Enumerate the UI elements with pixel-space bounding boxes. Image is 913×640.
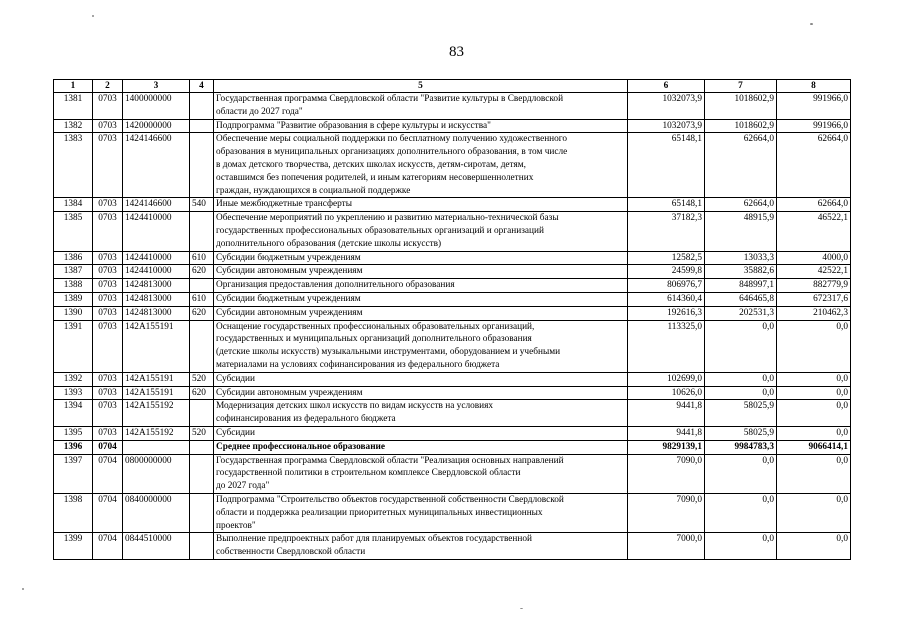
- amount-year-1-cell: 614360,4: [628, 292, 705, 306]
- amount-year-2-cell: 58025,9: [705, 400, 777, 427]
- table-row: [54, 93, 851, 120]
- amount-year-3-cell: 0,0: [777, 426, 851, 440]
- amount-year-3-cell: 9066414,1: [777, 440, 851, 454]
- item-name-cell: [214, 320, 628, 372]
- amount-year-3-cell: 46522,1: [777, 212, 851, 251]
- table-row: [54, 133, 851, 198]
- amount-year-1-cell: 192616,3: [628, 306, 705, 320]
- amount-year-2-cell: 848997,1: [705, 279, 777, 293]
- amount-year-1-cell: 7000,0: [628, 533, 705, 560]
- amount-year-2-cell: 9984783,3: [705, 440, 777, 454]
- amount-year-1-cell: 65148,1: [628, 198, 705, 212]
- amount-year-1-cell: 37182,3: [628, 212, 705, 251]
- amount-year-2-cell: 0,0: [705, 454, 777, 493]
- amount-year-1-cell: 65148,1: [628, 133, 705, 198]
- column-header-1: 1: [54, 80, 93, 93]
- expense-type-cell: [190, 440, 214, 454]
- amount-year-1-cell: 7090,0: [628, 493, 705, 532]
- column-header-5: 5: [214, 80, 628, 93]
- expense-type-cell: 620: [190, 386, 214, 400]
- column-header-2: 2: [93, 80, 123, 93]
- amount-year-2-cell: 646465,8: [705, 292, 777, 306]
- table-row: [54, 533, 851, 560]
- item-name-cell: [214, 440, 628, 454]
- amount-year-3-cell: 0,0: [777, 386, 851, 400]
- row-number-cell: 1382: [54, 119, 93, 133]
- table-row: [54, 372, 851, 386]
- row-number-cell: 1395: [54, 426, 93, 440]
- amount-year-3-cell: 882779,9: [777, 279, 851, 293]
- scan-speck: [520, 608, 523, 609]
- amount-year-3-cell: 991966,0: [777, 119, 851, 133]
- section-code-cell: 0704: [93, 454, 123, 493]
- amount-year-1-cell: 9441,8: [628, 400, 705, 427]
- item-name-line: Выполнение предпроектных работ для планируемых объектов государственной: [216, 534, 533, 545]
- section-code-cell: 0704: [93, 533, 123, 560]
- amount-year-3-cell: 4000,0: [777, 251, 851, 265]
- amount-year-1-cell: 1032073,9: [628, 119, 705, 133]
- item-name-line: Государственная программа Свердловской области "Развитие культуры в Свердловской: [216, 94, 564, 104]
- section-code-cell: 0703: [93, 251, 123, 265]
- section-code-cell: 0703: [93, 372, 123, 386]
- row-number-cell: 1387: [54, 265, 93, 279]
- column-header-4: 4: [190, 80, 214, 93]
- amount-year-3-cell: 62664,0: [777, 133, 851, 198]
- amount-year-1-cell: 24599,8: [628, 265, 705, 279]
- target-code-cell: 1424410000: [123, 212, 190, 251]
- row-number-cell: 1392: [54, 372, 93, 386]
- target-code-cell: 1424146600: [123, 198, 190, 212]
- item-name-line: до 2027 года": [216, 481, 270, 492]
- amount-year-3-cell: 672317,6: [777, 292, 851, 306]
- table-row: [54, 386, 851, 400]
- target-code-cell: 1424813000: [123, 306, 190, 320]
- item-name-line: Субсидии бюджетным учреждениям: [216, 293, 361, 304]
- section-code-cell: 0704: [93, 440, 123, 454]
- expense-type-cell: [190, 279, 214, 293]
- expense-type-cell: 620: [190, 306, 214, 320]
- expense-type-cell: 520: [190, 372, 214, 386]
- item-name-line: государственных и муниципальных организаций дополнительного образования: [216, 334, 532, 345]
- item-name-line: Обеспечение меры социальной поддержки по бесплатному получению художественного: [216, 134, 568, 145]
- row-number-cell: 1399: [54, 533, 93, 560]
- amount-year-1-cell: 1032073,9: [628, 93, 705, 120]
- expense-type-cell: [190, 133, 214, 198]
- amount-year-2-cell: 0,0: [705, 372, 777, 386]
- table-row: [54, 306, 851, 320]
- row-number-cell: 1398: [54, 493, 93, 532]
- item-name-cell: [214, 533, 628, 560]
- scan-speck: [22, 588, 24, 590]
- item-name-cell: [214, 426, 628, 440]
- item-name-line: в домах детского творчества, детских школах искусств, детям-сиротам, детям,: [216, 159, 526, 170]
- amount-year-2-cell: 35882,6: [705, 265, 777, 279]
- section-code-cell: 0703: [93, 306, 123, 320]
- amount-year-2-cell: 0,0: [705, 533, 777, 560]
- target-code-cell: 142A155191: [123, 372, 190, 386]
- amount-year-2-cell: 0,0: [705, 493, 777, 532]
- item-name-cell: [214, 251, 628, 265]
- item-name-line: Иные межбюджетные трансферты: [216, 199, 352, 210]
- target-code-cell: 1424813000: [123, 279, 190, 293]
- expense-type-cell: 520: [190, 426, 214, 440]
- item-name-line: дополнительного образования (детские школы искусств): [216, 238, 442, 249]
- amount-year-2-cell: 1018602,9: [705, 119, 777, 133]
- column-header-6: 6: [628, 80, 705, 93]
- row-number-cell: 1388: [54, 279, 93, 293]
- amount-year-2-cell: 0,0: [705, 320, 777, 372]
- expense-type-cell: [190, 493, 214, 532]
- item-name-cell: [214, 372, 628, 386]
- item-name-line: Подпрограмма "Строительство объектов государственной собственности Свердловской: [216, 494, 564, 505]
- section-code-cell: 0703: [93, 119, 123, 133]
- table-row: [54, 279, 851, 293]
- expense-type-cell: [190, 93, 214, 120]
- item-name-line: Субсидии: [216, 373, 256, 384]
- item-name-cell: [214, 279, 628, 293]
- expense-type-cell: [190, 454, 214, 493]
- section-code-cell: 0703: [93, 265, 123, 279]
- item-name-line: граждан, нуждающихся в социальной поддержке: [216, 185, 411, 196]
- amount-year-2-cell: 13033,3: [705, 251, 777, 265]
- table-row: [54, 212, 851, 251]
- row-number-cell: 1396: [54, 440, 93, 454]
- item-name-line: Подпрограмма "Развитие образования в сфере культуры и искусства": [216, 120, 491, 131]
- item-name-cell: [214, 93, 628, 120]
- row-number-cell: 1397: [54, 454, 93, 493]
- table-row: [54, 454, 851, 493]
- section-code-cell: 0703: [93, 93, 123, 120]
- row-number-cell: 1386: [54, 251, 93, 265]
- item-name-line: софинансирования из федерального бюджета: [216, 414, 396, 425]
- section-code-cell: 0703: [93, 212, 123, 251]
- amount-year-1-cell: 113325,0: [628, 320, 705, 372]
- target-code-cell: 0800000000: [123, 454, 190, 493]
- expense-type-cell: 620: [190, 265, 214, 279]
- expense-type-cell: 540: [190, 198, 214, 212]
- column-header-7: 7: [705, 80, 777, 93]
- amount-year-2-cell: 48915,9: [705, 212, 777, 251]
- item-name-cell: [214, 493, 628, 532]
- item-name-line: проектов": [216, 520, 256, 531]
- item-name-line: государственной политики в строительном комплексе Свердловской области: [216, 468, 521, 479]
- amount-year-1-cell: 806976,7: [628, 279, 705, 293]
- amount-year-3-cell: 0,0: [777, 493, 851, 532]
- expense-type-cell: 610: [190, 292, 214, 306]
- row-number-cell: 1381: [54, 93, 93, 120]
- item-name-line: Субсидии автономным учреждениям: [216, 266, 363, 277]
- section-code-cell: 0703: [93, 279, 123, 293]
- item-name-line: Организация предоставления дополнительного образования: [216, 280, 455, 291]
- amount-year-2-cell: 1018602,9: [705, 93, 777, 120]
- amount-year-3-cell: 62664,0: [777, 198, 851, 212]
- item-name-line: Субсидии автономным учреждениям: [216, 387, 363, 398]
- table-row: [54, 265, 851, 279]
- table-body: [54, 93, 851, 560]
- target-code-cell: 1420000000: [123, 119, 190, 133]
- table-row: [54, 198, 851, 212]
- target-code-cell: 142A155191: [123, 386, 190, 400]
- item-name-cell: [214, 265, 628, 279]
- item-name-line: Оснащение государственных профессиональных образовательных организаций,: [216, 321, 535, 332]
- table-row: [54, 493, 851, 532]
- scan-speck: [92, 15, 94, 17]
- page-number: 83: [449, 44, 464, 60]
- row-number-cell: 1390: [54, 306, 93, 320]
- table-row: [54, 400, 851, 427]
- amount-year-2-cell: 202531,3: [705, 306, 777, 320]
- expense-type-cell: [190, 533, 214, 560]
- amount-year-1-cell: 9441,8: [628, 426, 705, 440]
- row-number-cell: 1394: [54, 400, 93, 427]
- row-number-cell: 1384: [54, 198, 93, 212]
- target-code-cell: 1424146600: [123, 133, 190, 198]
- table-row: [54, 320, 851, 372]
- row-number-cell: 1385: [54, 212, 93, 251]
- section-code-cell: 0703: [93, 426, 123, 440]
- item-name-line: Субсидии бюджетным учреждениям: [216, 252, 361, 263]
- target-code-cell: 142A155192: [123, 426, 190, 440]
- amount-year-1-cell: 102699,0: [628, 372, 705, 386]
- row-number-cell: 1391: [54, 320, 93, 372]
- table-row: [54, 440, 851, 454]
- section-code-cell: 0703: [93, 292, 123, 306]
- amount-year-3-cell: 0,0: [777, 533, 851, 560]
- item-name-cell: [214, 292, 628, 306]
- column-header-3: 3: [123, 80, 190, 93]
- amount-year-1-cell: 12582,5: [628, 251, 705, 265]
- amount-year-2-cell: 58025,9: [705, 426, 777, 440]
- item-name-line: материалами на условиях софинансирования из федерального бюджета: [216, 359, 500, 370]
- amount-year-3-cell: 0,0: [777, 400, 851, 427]
- item-name-cell: [214, 386, 628, 400]
- item-name-cell: [214, 306, 628, 320]
- item-name-line: Модернизация детских школ искусств по видам искусств на условиях: [216, 401, 494, 412]
- target-code-cell: 1424410000: [123, 265, 190, 279]
- target-code-cell: 142A155192: [123, 400, 190, 427]
- section-code-cell: 0703: [93, 400, 123, 427]
- column-header-8: 8: [777, 80, 851, 93]
- expense-type-cell: 610: [190, 251, 214, 265]
- target-code-cell: 0844510000: [123, 533, 190, 560]
- item-name-line: Субсидии: [216, 427, 256, 438]
- target-code-cell: 1424813000: [123, 292, 190, 306]
- expense-type-cell: [190, 320, 214, 372]
- item-name-line: Среднее профессиональное образование: [216, 441, 386, 452]
- amount-year-1-cell: 7090,0: [628, 454, 705, 493]
- section-code-cell: 0703: [93, 320, 123, 372]
- amount-year-1-cell: 10626,0: [628, 386, 705, 400]
- item-name-cell: [214, 400, 628, 427]
- target-code-cell: 142A155191: [123, 320, 190, 372]
- item-name-cell: [214, 454, 628, 493]
- item-name-line: (детские школы искусств) музыкальными инструментами, оборудованием и учебными: [216, 347, 561, 358]
- item-name-line: области до 2027 года": [216, 106, 303, 117]
- table-row: [54, 119, 851, 133]
- amount-year-3-cell: 0,0: [777, 454, 851, 493]
- target-code-cell: 0840000000: [123, 493, 190, 532]
- row-number-cell: 1393: [54, 386, 93, 400]
- header-row: [54, 80, 851, 93]
- section-code-cell: 0703: [93, 386, 123, 400]
- item-name-line: образования в муниципальных организациях дополнительного образования, в том числе: [216, 147, 568, 158]
- amount-year-2-cell: 0,0: [705, 386, 777, 400]
- table-row: [54, 251, 851, 265]
- row-number-cell: 1389: [54, 292, 93, 306]
- item-name-cell: [214, 133, 628, 198]
- table-row: [54, 292, 851, 306]
- table-header: [54, 80, 851, 93]
- item-name-cell: [214, 119, 628, 133]
- item-name-cell: [214, 198, 628, 212]
- budget-table: [53, 79, 851, 560]
- section-code-cell: 0704: [93, 493, 123, 532]
- scan-speck: [810, 23, 813, 25]
- target-code-cell: [123, 440, 190, 454]
- target-code-cell: 1424410000: [123, 251, 190, 265]
- item-name-line: оставшимся без попечения родителей, и иным категориям несовершеннолетних: [216, 172, 534, 183]
- item-name-line: Обеспечение мероприятий по укреплению и развитию материально-технической базы: [216, 213, 559, 224]
- amount-year-3-cell: 0,0: [777, 320, 851, 372]
- table-row: [54, 426, 851, 440]
- amount-year-3-cell: 42522,1: [777, 265, 851, 279]
- amount-year-2-cell: 62664,0: [705, 198, 777, 212]
- item-name-line: собственности Свердловской области: [216, 547, 366, 558]
- item-name-line: государственных профессиональных образовательных организаций и организаций: [216, 225, 544, 236]
- expense-type-cell: [190, 119, 214, 133]
- target-code-cell: 1400000000: [123, 93, 190, 120]
- item-name-line: области и поддержка реализации приоритетных муниципальных инвестиционных: [216, 507, 543, 518]
- section-code-cell: 0703: [93, 133, 123, 198]
- amount-year-3-cell: 210462,3: [777, 306, 851, 320]
- amount-year-2-cell: 62664,0: [705, 133, 777, 198]
- item-name-cell: [214, 212, 628, 251]
- amount-year-1-cell: 9829139,1: [628, 440, 705, 454]
- amount-year-3-cell: 991966,0: [777, 93, 851, 120]
- amount-year-3-cell: 0,0: [777, 372, 851, 386]
- expense-type-cell: [190, 212, 214, 251]
- item-name-line: Субсидии автономным учреждениям: [216, 307, 363, 318]
- row-number-cell: 1383: [54, 133, 93, 198]
- expense-type-cell: [190, 400, 214, 427]
- item-name-line: Государственная программа Свердловской области "Реализация основных направлений: [216, 455, 564, 466]
- section-code-cell: 0703: [93, 198, 123, 212]
